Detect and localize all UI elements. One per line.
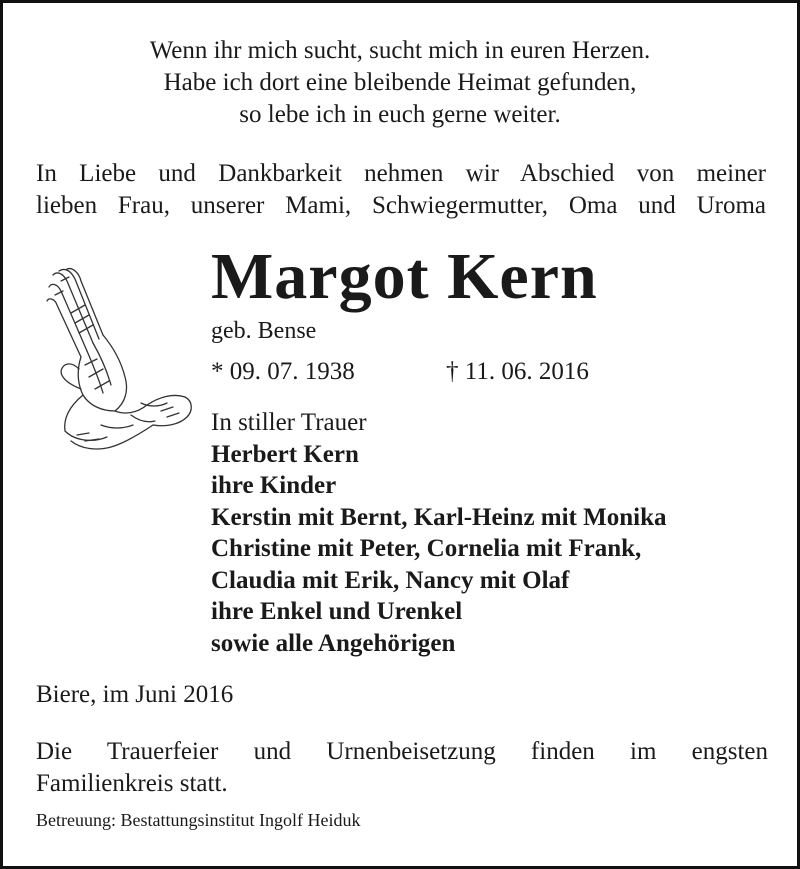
funeral-line: Die Trauerfeier und Urnenbeisetzung finden im engsten [36, 738, 768, 765]
intro-line: lieben Frau, unserer Mami, Schwiegermutter, Oma und Uroma [36, 192, 766, 219]
poem [3, 35, 797, 131]
mourner-line: ihre Kinder [211, 472, 337, 499]
place-date: Biere, im Juni 2016 [36, 681, 234, 708]
poem-line: Habe ich dort eine bleibende Heimat gefunden, [163, 69, 637, 96]
poem-line: Wenn ihr mich sucht, sucht mich in euren Herzen. [149, 37, 651, 64]
mourner-line: Herbert Kern [211, 440, 359, 468]
funeral-home-credit: Betreuung: Bestattungsinstitut Ingolf Heiduk [36, 810, 361, 830]
praying-hands-icon [41, 265, 196, 455]
deceased-name: Margot Kern [211, 240, 598, 313]
mourner-line: sowie alle Angehörigen [211, 629, 456, 657]
mourners-heading: In stiller Trauer [211, 409, 367, 436]
funeral-line: Familienkreis statt. [36, 770, 228, 797]
intro-text [36, 158, 766, 222]
mourners-list [211, 407, 666, 659]
intro-line: In Liebe und Dankbarkeit nehmen wir Abschied von meiner [36, 160, 766, 187]
maiden-name: geb. Bense [211, 318, 317, 344]
mourner-line: Claudia mit Erik, Nancy mit Olaf [211, 566, 570, 594]
mourner-line: Christine mit Peter, Cornelia mit Frank, [211, 535, 642, 562]
death-date: † 11. 06. 2016 [446, 358, 589, 385]
mourner-line: Kerstin mit Bernt, Karl-Heinz mit Monika [211, 503, 667, 531]
poem-line: so lebe ich in euch gerne weiter. [239, 101, 561, 128]
mourner-line: ihre Enkel und Urenkel [211, 598, 463, 625]
funeral-notice [36, 736, 768, 800]
birth-date: * 09. 07. 1938 [211, 358, 355, 385]
